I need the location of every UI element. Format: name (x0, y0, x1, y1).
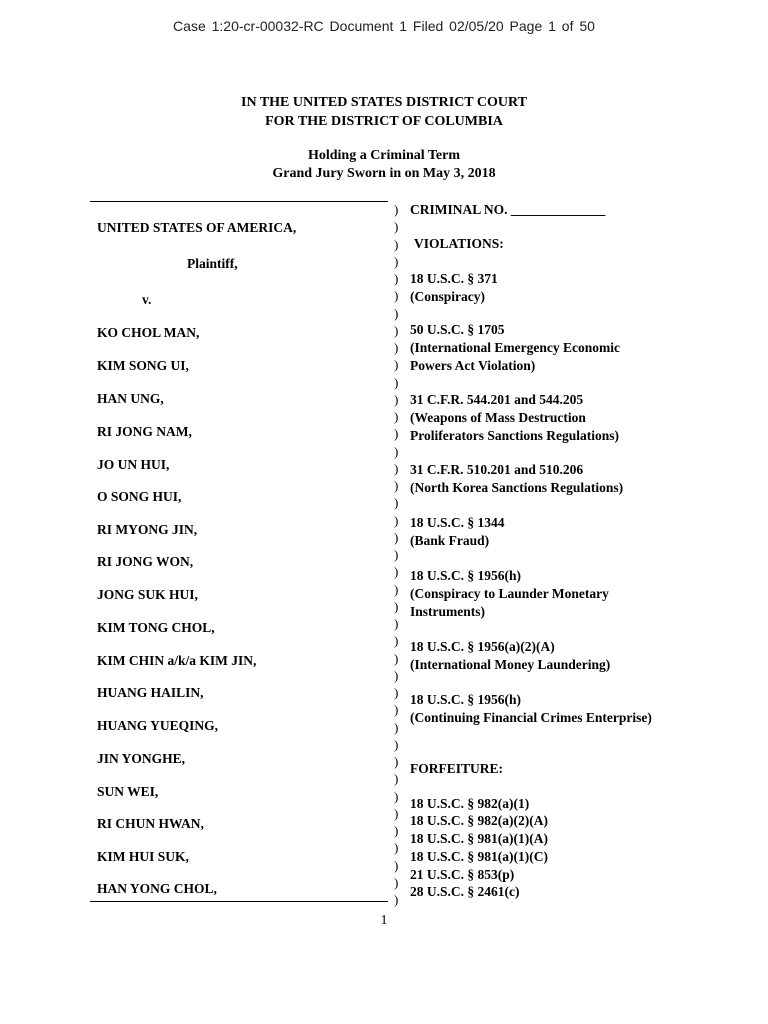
ecf-header: Case 1:20-cr-00032-RC Document 1 Filed 02/05/20 Page 1 of 50 (173, 18, 595, 34)
caption-separator-paren: ) (394, 858, 399, 873)
violation-description: (International Emergency Economic (410, 340, 620, 355)
defendant-name: KIM CHIN a/k/a KIM JIN, (97, 653, 257, 668)
versus-label: v. (142, 292, 152, 307)
caption-separator-paren: ) (394, 651, 399, 666)
violation-description: Instruments) (410, 604, 486, 619)
defendant-name: HUANG YUEQING, (97, 718, 219, 733)
forfeiture-statute: 21 U.S.C. § 853(p) (410, 867, 515, 882)
violation-description: (Bank Fraud) (410, 533, 490, 548)
defendant-name: KIM TONG CHOL, (97, 620, 215, 635)
defendant-name: KIM SONG UI, (97, 358, 189, 373)
caption-separator-paren: ) (394, 806, 399, 821)
caption-separator-paren: ) (394, 771, 399, 786)
violation-description: (Continuing Financial Crimes Enterprise) (410, 710, 652, 725)
forfeiture-statute: 18 U.S.C. § 981(a)(1)(C) (410, 849, 548, 864)
violation-code: 31 C.F.R. 544.201 and 544.205 (410, 392, 584, 407)
plaintiff-name: UNITED STATES OF AMERICA, (97, 220, 297, 235)
defendant-name: O SONG HUI, (97, 489, 182, 504)
caption-separator-paren: ) (394, 495, 399, 510)
caption-bottom-rule (90, 901, 388, 902)
caption-separator-paren: ) (394, 237, 399, 252)
caption-separator-paren: ) (394, 530, 399, 545)
caption-separator-paren: ) (394, 254, 399, 269)
term-line-1: Holding a Criminal Term (307, 148, 461, 163)
violation-description: (Conspiracy to Launder Monetary (410, 586, 609, 601)
forfeiture-statute: 18 U.S.C. § 982(a)(1) (410, 796, 530, 811)
violation-code: 18 U.S.C. § 1344 (410, 515, 505, 530)
caption-separator-paren: ) (394, 461, 399, 476)
violation-code: 50 U.S.C. § 1705 (410, 322, 505, 337)
defendant-name: JIN YONGHE, (97, 751, 186, 766)
caption-separator-paren: ) (394, 271, 399, 286)
violation-code: 18 U.S.C. § 1956(h) (410, 568, 522, 583)
defendant-name: JO UN HUI, (97, 457, 170, 472)
violation-code: 18 U.S.C. § 371 (410, 271, 498, 286)
caption-separator-paren: ) (394, 754, 399, 769)
violation-description: (International Money Laundering) (410, 657, 611, 672)
caption-separator-paren: ) (394, 737, 399, 752)
term-line-2: Grand Jury Sworn in on May 3, 2018 (272, 166, 496, 181)
forfeiture-statute: 28 U.S.C. § 2461(c) (410, 884, 520, 899)
caption-separator-paren: ) (394, 202, 399, 217)
defendant-name: HAN YONG CHOL, (97, 881, 217, 896)
caption-separator-paren: ) (394, 875, 399, 890)
defendant-name: HUANG HAILIN, (97, 685, 204, 700)
violation-description: (Weapons of Mass Destruction (410, 410, 586, 425)
defendant-name: RI JONG WON, (97, 554, 194, 569)
caption-separator-paren: ) (394, 789, 399, 804)
caption-separator-paren: ) (394, 288, 399, 303)
violation-code: 18 U.S.C. § 1956(h) (410, 692, 522, 707)
caption-separator-paren: ) (394, 547, 399, 562)
defendant-name: KIM HUI SUK, (97, 849, 189, 864)
court-name-line-1: IN THE UNITED STATES DISTRICT COURT (241, 95, 527, 110)
caption-separator-paren: ) (394, 357, 399, 372)
plaintiff-role: Plaintiff, (187, 256, 238, 271)
forfeiture-statute: 18 U.S.C. § 981(a)(1)(A) (410, 831, 548, 846)
defendant-name: RI JONG NAM, (97, 424, 192, 439)
caption-separator-paren: ) (394, 892, 399, 907)
caption-separator-paren: ) (394, 323, 399, 338)
forfeiture-heading: FORFEITURE: (410, 761, 504, 776)
forfeiture-statute: 18 U.S.C. § 982(a)(2)(A) (410, 813, 548, 828)
violation-code: 31 C.F.R. 510.201 and 510.206 (410, 462, 584, 477)
court-name-line-2: FOR THE DISTRICT OF COLUMBIA (265, 114, 503, 129)
defendant-name: SUN WEI, (97, 784, 159, 799)
defendant-name: RI MYONG JIN, (97, 522, 198, 537)
caption-top-rule (90, 201, 388, 202)
caption-separator-paren: ) (394, 720, 399, 735)
caption-separator-paren: ) (394, 564, 399, 579)
caption-separator-paren: ) (394, 426, 399, 441)
caption-separator-paren: ) (394, 840, 399, 855)
violation-code: 18 U.S.C. § 1956(a)(2)(A) (410, 639, 555, 654)
caption-separator-paren: ) (394, 444, 399, 459)
caption-separator-paren: ) (394, 823, 399, 838)
caption-separator-paren: ) (394, 306, 399, 321)
grand-jury-term (0, 147, 768, 183)
caption-separator-paren: ) (394, 478, 399, 493)
caption-separator-paren: ) (394, 599, 399, 614)
caption-separator-paren: ) (394, 392, 399, 407)
caption-separator-paren: ) (394, 668, 399, 683)
caption-separator-paren: ) (394, 409, 399, 424)
caption-separator-paren: ) (394, 685, 399, 700)
violation-description: Proliferators Sanctions Regulations) (410, 428, 619, 443)
caption-separator-paren: ) (394, 340, 399, 355)
caption-separator-paren: ) (394, 702, 399, 717)
page-number: 1 (380, 913, 388, 928)
defendant-name: JONG SUK HUI, (97, 587, 198, 602)
court-name (0, 93, 768, 131)
caption-separator-paren: ) (394, 616, 399, 631)
defendant-name: KO CHOL MAN, (97, 325, 200, 340)
caption-separator-paren: ) (394, 375, 399, 390)
defendant-name: RI CHUN HWAN, (97, 816, 204, 831)
caption-separator-paren: ) (394, 219, 399, 234)
caption-separator-paren: ) (394, 582, 399, 597)
violation-description: Powers Act Violation) (410, 358, 536, 373)
caption-separator-paren: ) (394, 513, 399, 528)
violations-heading: VIOLATIONS: (414, 236, 504, 251)
violation-description: (North Korea Sanctions Regulations) (410, 480, 624, 495)
caption-separator-paren: ) (394, 633, 399, 648)
defendant-name: HAN UNG, (97, 391, 164, 406)
criminal-number: CRIMINAL NO. ______________ (410, 202, 606, 217)
violation-description: (Conspiracy) (410, 289, 485, 304)
